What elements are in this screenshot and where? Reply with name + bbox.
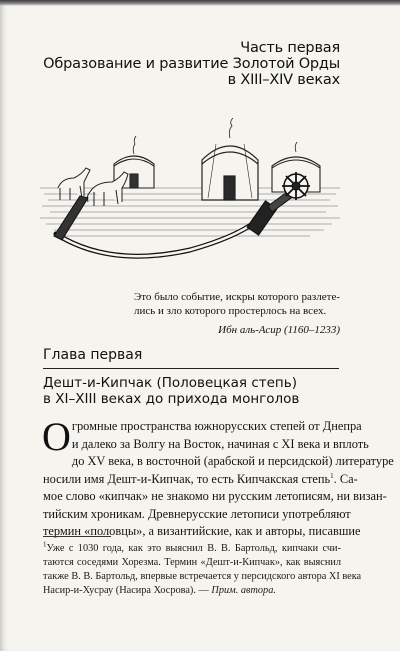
chapter-title [43, 375, 343, 407]
part-heading-line-1: Часть первая [240, 40, 340, 56]
footnote-line-3: также В. В. Бартольд, впервые встречается у персидского автора XI века [43, 571, 362, 582]
body-line-4-tail: . Са- [333, 471, 358, 486]
yurt-center-icon [202, 118, 258, 200]
footnote-line-4-text: Насир-и-Хусрау (Насира Хосрова). — [43, 585, 212, 596]
page-top-edge [0, 0, 400, 6]
part-heading [40, 40, 340, 88]
epigraph-attribution: Ибн аль-Асир (1160–1233) [218, 324, 340, 336]
footnote-reference[interactable]: 1 [330, 471, 334, 480]
chapter-label: Глава первая [43, 347, 143, 363]
footnote-author-note: Прим. автора. [211, 585, 276, 596]
body-line-3: до XV века, в восточной (арабской и персидской) литературе [71, 454, 394, 468]
body-line-5: мое слово «кипчак» не знакомо ни русским летописям, ни визан- [43, 489, 387, 503]
body-line-1: громные пространства южнорусских степей от Днепра [71, 419, 362, 433]
footnote-line-1 [43, 542, 341, 556]
chapter-title-line-2: в XI–XIII веках до прихода монголов [43, 391, 300, 407]
steppe-illustration [40, 118, 342, 278]
epigraph [134, 290, 340, 318]
epigraph-line-1: Это было событие, искры которого разлете- [134, 291, 340, 303]
horse-left-icon [58, 168, 90, 200]
body-line-7: термин «половцы», а византийские, как и авторы, писавшие [43, 524, 361, 538]
body-line-4-text: носили имя Дешт-и-Кипчак, то есть Кипчакская степь [43, 471, 331, 486]
part-heading-line-3: в XIII–XIV веках [227, 72, 340, 88]
chapter-title-line-1: Дешт-и-Кипчак (Половецкая степь) [43, 375, 297, 391]
body-line-2: и далеко за Волгу на Восток, начиная с XI века и вплоть [71, 436, 369, 451]
drop-cap: О [42, 414, 71, 459]
epigraph-line-2: лись и зло которого простерлось на всех. [134, 305, 327, 317]
footnote-line-4 [43, 584, 341, 598]
footnote-line-2: таются соседями Хорезма. Термин «Дешт-и-Кипчак», как выяснил [43, 557, 341, 568]
chapter-divider [43, 368, 339, 369]
horse-right-icon [87, 172, 128, 206]
footnote-divider [43, 536, 111, 537]
footnote [43, 540, 362, 598]
footnote-marker: 1 [43, 540, 47, 549]
body-line-6: тийским хроникам. Древнерусские летописи употребляют [43, 506, 351, 521]
part-heading-line-2: Образование и развитие Золотой Орды [43, 56, 340, 72]
footnote-line-1-text: Уже с 1030 года, как это выяснил В. В. Бартольд, кипчаки счи- [46, 543, 341, 554]
body-paragraph [42, 414, 394, 541]
body-line-4 [43, 471, 358, 489]
